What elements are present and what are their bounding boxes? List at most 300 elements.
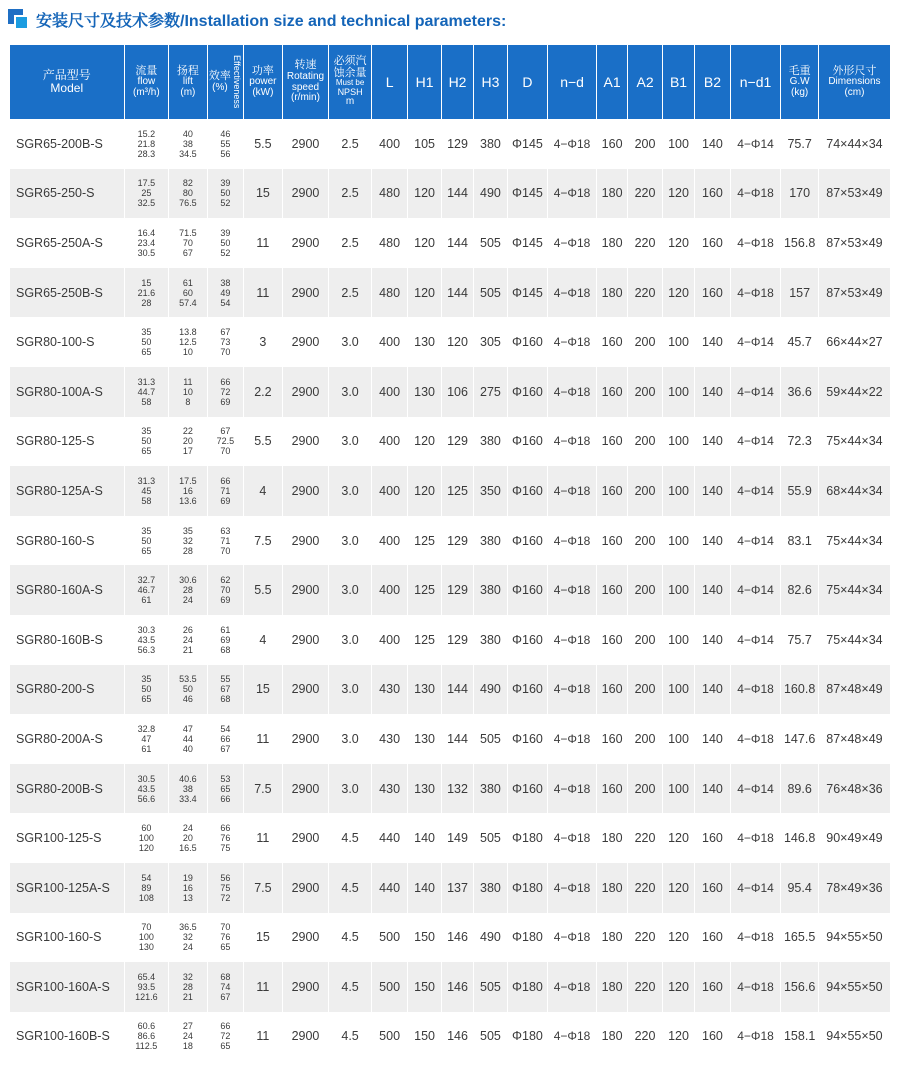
cell-D: Φ145 xyxy=(507,169,548,219)
cell-A1: 160 xyxy=(596,714,627,764)
cell-D: Φ160 xyxy=(507,516,548,566)
lift-value: 21 xyxy=(182,991,193,1002)
eff-value: 65 xyxy=(220,1041,231,1052)
flow-value: 30.5 xyxy=(137,247,156,258)
cell-flow xyxy=(124,268,169,318)
cell-speed: 2900 xyxy=(282,466,329,516)
flow-value: 65 xyxy=(141,347,152,358)
cell-eff xyxy=(207,516,243,566)
lift-value: 82 xyxy=(182,178,193,189)
cell-D: Φ180 xyxy=(507,863,548,913)
cell-B2: 140 xyxy=(694,516,729,566)
cell-eff xyxy=(207,417,243,467)
cell-H1: 105 xyxy=(407,119,440,169)
cell-L: 500 xyxy=(371,1012,407,1062)
cell-H2: 144 xyxy=(441,665,473,715)
cell-flow xyxy=(124,218,169,268)
cell-H2: 144 xyxy=(441,218,473,268)
lift-value: 12.5 xyxy=(179,337,197,348)
cell-B2: 140 xyxy=(694,714,729,764)
cell-nd: 4−Φ18 xyxy=(547,466,596,516)
cell-nd1: 4−Φ18 xyxy=(730,268,781,318)
cell-power: 2.2 xyxy=(243,367,282,417)
cell-nd: 4−Φ18 xyxy=(547,516,596,566)
cell-dim: 94×55×50 xyxy=(818,1012,890,1062)
flow-value: 50 xyxy=(141,436,152,447)
cell-eff xyxy=(207,367,243,417)
cell-gw: 83.1 xyxy=(780,516,818,566)
parameters-table xyxy=(10,45,890,1061)
cell-dim: 75×44×34 xyxy=(818,417,890,467)
cell-A2: 200 xyxy=(627,466,661,516)
cell-model: SGR80-160A-S xyxy=(10,565,124,615)
cell-B2: 140 xyxy=(694,615,729,665)
cell-B2: 140 xyxy=(694,565,729,615)
cell-npsh: 3.0 xyxy=(328,615,371,665)
cell-B1: 100 xyxy=(662,516,694,566)
table-row xyxy=(10,714,890,764)
cell-nd1: 4−Φ18 xyxy=(730,813,781,863)
header-A1: A1 xyxy=(596,45,627,119)
table-body xyxy=(10,119,890,1061)
cell-nd1: 4−Φ14 xyxy=(730,317,781,367)
cell-flow xyxy=(124,962,169,1012)
cell-nd1: 4−Φ14 xyxy=(730,119,781,169)
cell-B2: 160 xyxy=(694,913,729,963)
eff-value: 71 xyxy=(220,535,231,546)
cell-nd: 4−Φ18 xyxy=(547,565,596,615)
cell-dim: 66×44×27 xyxy=(818,317,890,367)
cell-nd: 4−Φ18 xyxy=(547,218,596,268)
cell-nd: 4−Φ18 xyxy=(547,119,596,169)
cell-speed: 2900 xyxy=(282,417,329,467)
cell-model: SGR100-160A-S xyxy=(10,962,124,1012)
table-row xyxy=(10,665,890,715)
flow-value: 65 xyxy=(141,545,152,556)
cell-dim: 74×44×34 xyxy=(818,119,890,169)
cell-B1: 100 xyxy=(662,367,694,417)
lift-value: 61 xyxy=(182,277,193,288)
cell-model: SGR80-160B-S xyxy=(10,615,124,665)
cell-speed: 2900 xyxy=(282,863,329,913)
cell-H3: 380 xyxy=(473,615,506,665)
cell-B2: 140 xyxy=(694,764,729,814)
flow-value: 46.7 xyxy=(137,585,156,596)
eff-value: 66 xyxy=(220,1021,231,1032)
lift-value: 10 xyxy=(182,386,193,397)
eff-value: 46 xyxy=(220,128,231,139)
cell-D: Φ160 xyxy=(507,565,548,615)
table-row xyxy=(10,417,890,467)
cell-B1: 100 xyxy=(662,466,694,516)
cell-H2: 120 xyxy=(441,317,473,367)
lift-value: 16 xyxy=(182,882,193,893)
lift-value: 40 xyxy=(182,128,193,139)
cell-dim: 87×53×49 xyxy=(818,169,890,219)
lift-value: 67 xyxy=(182,247,193,258)
cell-A1: 180 xyxy=(596,268,627,318)
cell-A1: 180 xyxy=(596,863,627,913)
cell-H3: 505 xyxy=(473,268,506,318)
cell-power: 11 xyxy=(243,962,282,1012)
cell-H3: 350 xyxy=(473,466,506,516)
flow-value: 89 xyxy=(141,882,152,893)
cell-H2: 129 xyxy=(441,565,473,615)
cell-A2: 220 xyxy=(627,863,661,913)
cell-H2: 129 xyxy=(441,516,473,566)
eff-value: 70 xyxy=(220,922,231,933)
cell-dim: 94×55×50 xyxy=(818,962,890,1012)
flow-value: 56.3 xyxy=(137,644,156,655)
cell-A2: 220 xyxy=(627,169,661,219)
eff-value: 61 xyxy=(220,624,231,635)
flow-value: 65.4 xyxy=(137,971,156,982)
cell-dim: 87×53×49 xyxy=(818,268,890,318)
cell-L: 500 xyxy=(371,913,407,963)
cell-B1: 100 xyxy=(662,615,694,665)
lift-value: 40.6 xyxy=(179,773,197,784)
cell-gw: 146.8 xyxy=(780,813,818,863)
flow-value: 50 xyxy=(141,337,152,348)
cell-power: 11 xyxy=(243,714,282,764)
cell-nd1: 4−Φ14 xyxy=(730,417,781,467)
cell-eff xyxy=(207,665,243,715)
eff-value: 67 xyxy=(220,743,231,754)
cell-A2: 200 xyxy=(627,615,661,665)
cell-B2: 140 xyxy=(694,317,729,367)
cell-B1: 120 xyxy=(662,863,694,913)
flow-value: 120 xyxy=(138,843,154,854)
table-row xyxy=(10,516,890,566)
lift-value: 24 xyxy=(182,1031,193,1042)
cell-npsh: 3.0 xyxy=(328,714,371,764)
cell-B2: 160 xyxy=(694,962,729,1012)
cell-H3: 380 xyxy=(473,565,506,615)
lift-value: 53.5 xyxy=(179,674,197,685)
flow-value: 21.6 xyxy=(137,287,156,298)
cell-flow xyxy=(124,565,169,615)
cell-H1: 140 xyxy=(407,813,440,863)
cell-L: 440 xyxy=(371,813,407,863)
eff-value: 67 xyxy=(220,327,231,338)
cell-npsh: 3.0 xyxy=(328,367,371,417)
cell-A1: 160 xyxy=(596,615,627,665)
cell-power: 4 xyxy=(243,466,282,516)
cell-H1: 140 xyxy=(407,863,440,913)
lift-value: 28 xyxy=(182,981,193,992)
lift-value: 80 xyxy=(182,188,193,199)
table-row xyxy=(10,119,890,169)
cell-A2: 200 xyxy=(627,119,661,169)
table-row xyxy=(10,1012,890,1062)
eff-value: 68 xyxy=(220,971,231,982)
flow-value: 70 xyxy=(141,922,152,933)
cell-model: SGR100-125A-S xyxy=(10,863,124,913)
cell-H1: 130 xyxy=(407,764,440,814)
cell-A2: 220 xyxy=(627,1012,661,1062)
eff-value: 66 xyxy=(220,733,231,744)
cell-H3: 505 xyxy=(473,813,506,863)
lift-value: 8 xyxy=(185,396,191,407)
table-row xyxy=(10,565,890,615)
lift-value: 13.6 xyxy=(179,495,197,506)
cell-flow xyxy=(124,714,169,764)
cell-gw: 147.6 xyxy=(780,714,818,764)
cell-eff xyxy=(207,169,243,219)
cell-B1: 100 xyxy=(662,417,694,467)
flow-value: 31.3 xyxy=(137,475,156,486)
eff-value: 70 xyxy=(220,446,231,457)
cell-flow xyxy=(124,367,169,417)
cell-power: 11 xyxy=(243,218,282,268)
lift-value: 38 xyxy=(182,138,193,149)
lift-value: 32 xyxy=(182,971,193,982)
cell-model: SGR65-200B-S xyxy=(10,119,124,169)
cell-lift xyxy=(168,268,207,318)
cell-eff xyxy=(207,764,243,814)
cell-D: Φ160 xyxy=(507,615,548,665)
cell-speed: 2900 xyxy=(282,913,329,963)
cell-gw: 165.5 xyxy=(780,913,818,963)
cell-L: 400 xyxy=(371,516,407,566)
cell-D: Φ160 xyxy=(507,367,548,417)
cell-flow xyxy=(124,813,169,863)
cell-B2: 160 xyxy=(694,863,729,913)
cell-A1: 160 xyxy=(596,367,627,417)
cell-npsh: 3.0 xyxy=(328,565,371,615)
cell-gw: 157 xyxy=(780,268,818,318)
cell-H2: 144 xyxy=(441,169,473,219)
cell-gw: 75.7 xyxy=(780,615,818,665)
cell-B1: 120 xyxy=(662,813,694,863)
cell-gw: 170 xyxy=(780,169,818,219)
table-row xyxy=(10,913,890,963)
cell-nd: 4−Φ18 xyxy=(547,714,596,764)
cell-flow xyxy=(124,169,169,219)
eff-value: 72.5 xyxy=(216,436,235,447)
cell-B2: 160 xyxy=(694,813,729,863)
cell-speed: 2900 xyxy=(282,565,329,615)
cell-power: 15 xyxy=(243,169,282,219)
cell-B2: 140 xyxy=(694,119,729,169)
cell-A1: 180 xyxy=(596,962,627,1012)
cell-power: 11 xyxy=(243,268,282,318)
cell-L: 480 xyxy=(371,218,407,268)
cell-nd: 4−Φ18 xyxy=(547,962,596,1012)
cell-npsh: 2.5 xyxy=(328,119,371,169)
lift-value: 57.4 xyxy=(179,297,197,308)
flow-value: 21.8 xyxy=(137,138,156,149)
cell-H3: 490 xyxy=(473,665,506,715)
cell-power: 5.5 xyxy=(243,565,282,615)
cell-H1: 130 xyxy=(407,665,440,715)
cell-nd1: 4−Φ18 xyxy=(730,218,781,268)
cell-D: Φ180 xyxy=(507,813,548,863)
eff-value: 70 xyxy=(220,347,231,358)
cell-H3: 490 xyxy=(473,913,506,963)
table-header-row xyxy=(10,45,890,119)
flow-value: 65 xyxy=(141,446,152,457)
table-row xyxy=(10,367,890,417)
cell-lift xyxy=(168,615,207,665)
eff-value: 76 xyxy=(220,833,231,844)
eff-value: 69 xyxy=(220,595,231,606)
header-L: L xyxy=(371,45,407,119)
eff-value: 71 xyxy=(220,485,231,496)
cell-D: Φ160 xyxy=(507,317,548,367)
eff-value: 75 xyxy=(220,843,231,854)
cell-A2: 220 xyxy=(627,913,661,963)
flow-value: 17.5 xyxy=(137,178,156,189)
cell-dim: 75×44×34 xyxy=(818,516,890,566)
cell-B2: 160 xyxy=(694,169,729,219)
flow-value: 54 xyxy=(141,872,152,883)
cell-H2: 125 xyxy=(441,466,473,516)
cell-model: SGR80-100-S xyxy=(10,317,124,367)
cell-dim: 75×44×34 xyxy=(818,615,890,665)
lift-value: 30.6 xyxy=(179,575,197,586)
cell-nd: 4−Φ18 xyxy=(547,913,596,963)
cell-D: Φ160 xyxy=(507,466,548,516)
cell-model: SGR80-160-S xyxy=(10,516,124,566)
flow-value: 31.3 xyxy=(137,376,156,387)
cell-flow xyxy=(124,516,169,566)
cell-dim: 87×48×49 xyxy=(818,665,890,715)
eff-value: 56 xyxy=(220,148,231,159)
cell-nd1: 4−Φ14 xyxy=(730,516,781,566)
cell-speed: 2900 xyxy=(282,317,329,367)
cell-D: Φ145 xyxy=(507,218,548,268)
eff-value: 52 xyxy=(220,198,231,209)
lift-value: 36.5 xyxy=(179,922,197,933)
lift-value: 26 xyxy=(182,624,193,635)
cell-lift xyxy=(168,417,207,467)
cell-L: 500 xyxy=(371,962,407,1012)
cell-D: Φ145 xyxy=(507,268,548,318)
lift-value: 35 xyxy=(182,525,193,536)
eff-value: 55 xyxy=(220,674,231,685)
cell-B1: 100 xyxy=(662,714,694,764)
table-row xyxy=(10,466,890,516)
flow-value: 32.8 xyxy=(137,723,156,734)
cell-model: SGR80-200A-S xyxy=(10,714,124,764)
cell-H2: 149 xyxy=(441,813,473,863)
cell-npsh: 3.0 xyxy=(328,317,371,367)
cell-lift xyxy=(168,962,207,1012)
header-efficiency: 效率 (%) Effectiveness xyxy=(207,45,243,119)
flow-value: 108 xyxy=(138,892,154,903)
cell-A1: 160 xyxy=(596,119,627,169)
cell-power: 11 xyxy=(243,1012,282,1062)
cell-A1: 160 xyxy=(596,317,627,367)
cell-H3: 505 xyxy=(473,714,506,764)
cell-gw: 75.7 xyxy=(780,119,818,169)
cell-A2: 220 xyxy=(627,962,661,1012)
lift-value: 76.5 xyxy=(179,198,197,209)
lift-value: 22 xyxy=(182,426,193,437)
cell-L: 430 xyxy=(371,714,407,764)
cell-H3: 380 xyxy=(473,764,506,814)
cell-A2: 200 xyxy=(627,764,661,814)
eff-value: 39 xyxy=(220,227,231,238)
cell-B1: 100 xyxy=(662,317,694,367)
cell-H1: 130 xyxy=(407,317,440,367)
cell-flow xyxy=(124,913,169,963)
cell-eff xyxy=(207,218,243,268)
flow-value: 100 xyxy=(138,833,154,844)
eff-value: 67 xyxy=(220,684,231,695)
flow-value: 45 xyxy=(141,485,152,496)
eff-value: 66 xyxy=(220,823,231,834)
cell-nd1: 4−Φ14 xyxy=(730,466,781,516)
eff-value: 72 xyxy=(220,386,231,397)
flow-value: 93.5 xyxy=(137,981,156,992)
lift-value: 34.5 xyxy=(179,148,197,159)
cell-H3: 305 xyxy=(473,317,506,367)
eff-value: 54 xyxy=(220,297,231,308)
cell-A2: 200 xyxy=(627,317,661,367)
flow-value: 15.2 xyxy=(137,128,156,139)
cell-eff xyxy=(207,863,243,913)
cell-dim: 68×44×34 xyxy=(818,466,890,516)
cell-H2: 129 xyxy=(441,119,473,169)
header-nd: n−d xyxy=(547,45,596,119)
lift-value: 13 xyxy=(182,892,193,903)
lift-value: 40 xyxy=(182,743,193,754)
cell-H2: 129 xyxy=(441,615,473,665)
cell-gw: 160.8 xyxy=(780,665,818,715)
eff-value: 65 xyxy=(220,783,231,794)
cell-npsh: 2.5 xyxy=(328,268,371,318)
cell-npsh: 2.5 xyxy=(328,169,371,219)
cell-B1: 120 xyxy=(662,962,694,1012)
header-nd1: n−d1 xyxy=(730,45,781,119)
cell-model: SGR100-160-S xyxy=(10,913,124,963)
cell-power: 3 xyxy=(243,317,282,367)
cell-flow xyxy=(124,615,169,665)
cell-power: 4 xyxy=(243,615,282,665)
cell-nd1: 4−Φ18 xyxy=(730,962,781,1012)
cell-L: 430 xyxy=(371,665,407,715)
cell-flow xyxy=(124,863,169,913)
cell-H3: 505 xyxy=(473,1012,506,1062)
flow-value: 30.3 xyxy=(137,624,156,635)
eff-value: 70 xyxy=(220,545,231,556)
cell-eff xyxy=(207,268,243,318)
table-row xyxy=(10,268,890,318)
cell-lift xyxy=(168,367,207,417)
eff-value: 67 xyxy=(220,991,231,1002)
cell-power: 7.5 xyxy=(243,863,282,913)
flow-value: 58 xyxy=(141,495,152,506)
lift-value: 33.4 xyxy=(179,793,197,804)
flow-value: 56.6 xyxy=(137,793,156,804)
flow-value: 35 xyxy=(141,525,152,536)
eff-value: 68 xyxy=(220,694,231,705)
cell-power: 11 xyxy=(243,813,282,863)
cell-lift xyxy=(168,516,207,566)
cell-model: SGR65-250-S xyxy=(10,169,124,219)
cell-eff xyxy=(207,913,243,963)
lift-value: 16 xyxy=(182,485,193,496)
cell-lift xyxy=(168,764,207,814)
squares-logo-icon xyxy=(8,9,30,31)
cell-nd: 4−Φ18 xyxy=(547,615,596,665)
cell-L: 480 xyxy=(371,169,407,219)
lift-value: 20 xyxy=(182,833,193,844)
flow-value: 25 xyxy=(141,188,152,199)
cell-power: 5.5 xyxy=(243,119,282,169)
